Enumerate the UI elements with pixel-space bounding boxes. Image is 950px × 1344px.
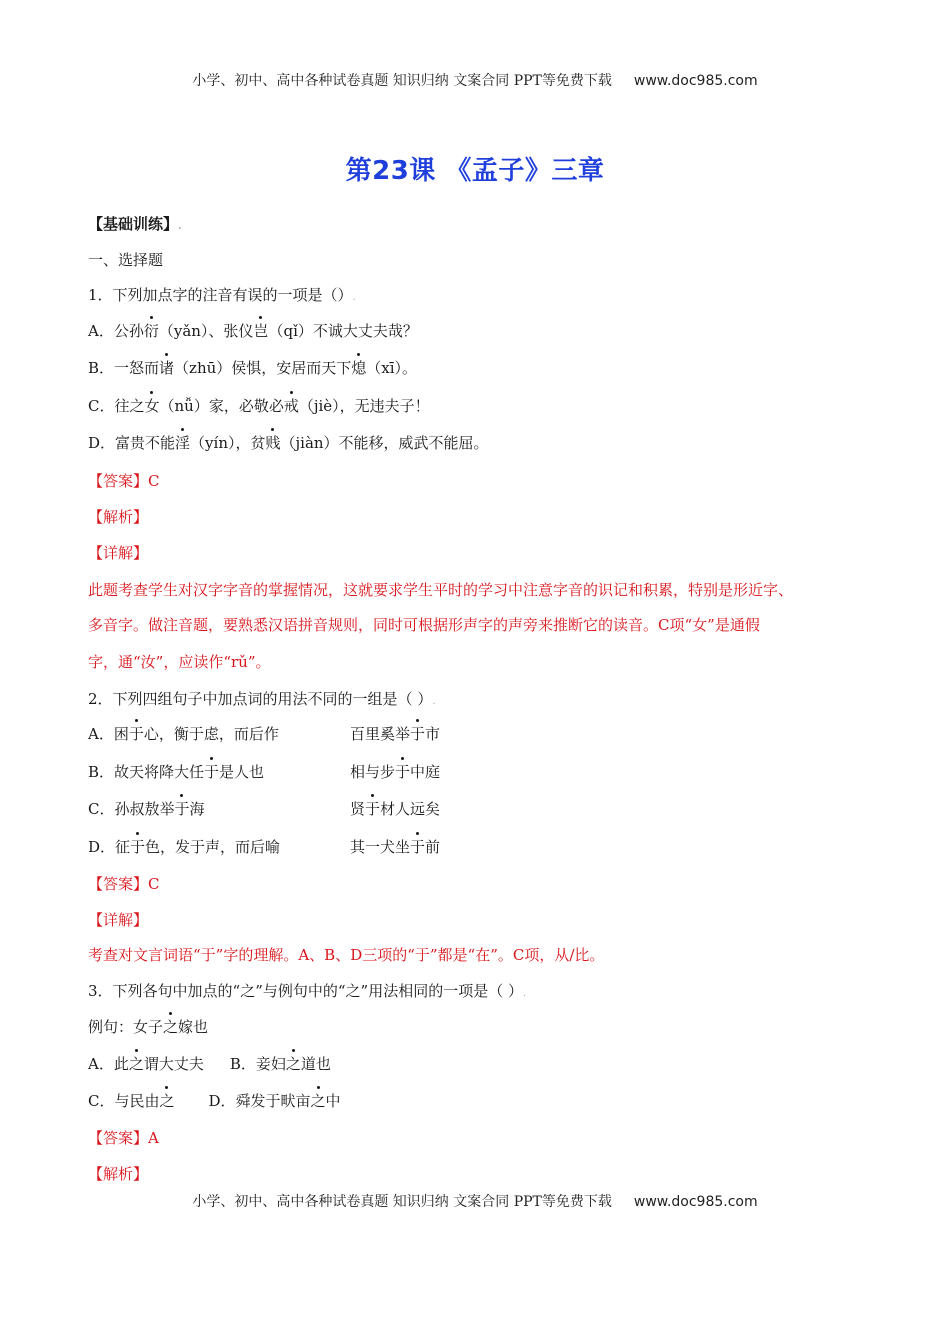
option-text: A．公孙 — [88, 322, 144, 340]
q3-example — [88, 1017, 208, 1037]
q2-answer: 【答案】C — [88, 875, 160, 893]
dotted-char: 于 — [410, 725, 426, 743]
q1-stem-text: 1．下列加点字的注音有误的一项是（） — [88, 286, 353, 304]
q1-option-b — [88, 358, 417, 378]
option-text: 是人也 — [219, 763, 265, 781]
q3-options-cd — [88, 1091, 341, 1111]
option-text: （yín），贫 — [190, 434, 266, 452]
dotted-char: 于 — [365, 800, 381, 818]
q2-option-d-right — [350, 837, 440, 857]
q2-stem: 2．下列四组句子中加点词的用法不同的一组是（ ）. — [88, 690, 436, 708]
page-header — [0, 70, 950, 90]
dotted-char: 岂 — [253, 322, 269, 340]
dotted-char: 女 — [144, 397, 160, 415]
option-text: （nǚ）家，必敬必 — [159, 397, 284, 415]
dotted-char: 于 — [174, 800, 190, 818]
q2-option-d — [88, 837, 468, 857]
option-text: D．舜发于畎亩 — [208, 1092, 311, 1110]
q3-stem-text: 3．下列各句中加点的“之”与例句中的“之”用法相同的一项是（ ） — [88, 982, 523, 1000]
dotted-char: 戒 — [283, 397, 299, 415]
option-text: （xī）。 — [366, 359, 418, 377]
example-text: 例句：女子 — [88, 1018, 164, 1036]
dotted-char: 之 — [310, 1092, 326, 1110]
option-text: 其一犬坐 — [350, 838, 411, 856]
option-text: 道也 — [300, 1055, 331, 1073]
option-text: D．征 — [88, 838, 131, 856]
option-text: （yǎn）、张仪 — [158, 322, 254, 340]
dotted-char: 之 — [159, 1092, 175, 1110]
part-heading — [88, 250, 163, 270]
option-text: （jiàn）不能移，威武不能屈。 — [280, 434, 489, 452]
option-text: 前 — [425, 838, 441, 856]
q1-analysis: 【解析】 — [88, 508, 149, 526]
q1-explanation-line2: 多音字。做注音题，要熟悉汉语拼音规则，同时可根据形声字的声旁来推断它的读音。C项“女”是通假 — [88, 616, 760, 634]
q3-options-ab — [88, 1054, 331, 1074]
option-text: 中庭 — [410, 763, 441, 781]
dotted-char: 于 — [130, 838, 146, 856]
dotted-char: 淫 — [175, 434, 191, 452]
q2-option-a-right — [350, 724, 440, 744]
dotted-char: 之 — [128, 1055, 144, 1073]
q1-explanation-line3: 字，通“汝”，应读作“rǔ”。 — [88, 653, 271, 671]
q3-stem: 3．下列各句中加点的“之”与例句中的“之”用法相同的一项是（ ）. — [88, 982, 527, 1000]
option-text: 贤 — [350, 800, 366, 818]
dotted-char: 于 — [128, 725, 144, 743]
q1-answer: 【答案】C — [88, 472, 160, 490]
q2-stem-text: 2．下列四组句子中加点词的用法不同的一组是（ ） — [88, 690, 433, 708]
q3-analysis: 【解析】 — [88, 1165, 149, 1183]
option-text: 材人远矣 — [380, 800, 441, 818]
option-text: C．往之 — [88, 397, 145, 415]
dotted-char: 衍 — [143, 322, 159, 340]
dotted-char: 贱 — [265, 434, 281, 452]
footer-url[interactable]: www.doc985.com — [633, 1194, 758, 1210]
option-text: C．孙叔敖举 — [88, 800, 175, 818]
option-text: 心，衡于虑，而后作 — [143, 725, 279, 743]
option-text: （qǐ）不诚大丈夫哉？ — [268, 322, 418, 340]
option-text: B．故天将降大任 — [88, 763, 205, 781]
dotted-char: 于 — [204, 763, 220, 781]
header-text: 小学、初中、高中各种试卷真题 知识归纳 文案合同 PPT等免费下载 — [192, 73, 612, 89]
option-text: （zhū）侯惧，安居而天下 — [174, 359, 352, 377]
option-text: （jiè），无违夫子！ — [298, 397, 430, 415]
q2-option-c — [88, 799, 468, 819]
dotted-char: 于 — [410, 838, 426, 856]
part-label: 一、选择题 — [88, 251, 164, 269]
q2-option-b-right — [350, 762, 440, 782]
q2-option-a — [88, 724, 468, 744]
q2-option-b — [88, 762, 468, 782]
q3-answer: 【答案】A — [88, 1129, 159, 1147]
example-text: 嫁也 — [178, 1018, 209, 1036]
option-text: B．一怒而 — [88, 359, 160, 377]
dotted-char: 之 — [163, 1018, 179, 1036]
option-text: 百里奚举 — [350, 725, 411, 743]
option-text: D．富贵不能 — [88, 434, 176, 452]
q1-stem: 1．下列加点字的注音有误的一项是（）. — [88, 286, 356, 304]
option-text: B．妾妇 — [229, 1055, 286, 1073]
q2-option-c-right — [350, 799, 440, 819]
q2-detail: 【详解】 — [88, 911, 149, 929]
header-url[interactable]: www.doc985.com — [633, 73, 758, 89]
option-text: A．此 — [88, 1055, 129, 1073]
option-text: 色，发于声，而后喻 — [145, 838, 281, 856]
option-text: 中 — [325, 1092, 341, 1110]
dotted-char: 诸 — [159, 359, 175, 377]
q1-explanation-line1: 此题考查学生对汉字字音的掌握情况，这就要求学生平时的学习中注意字音的识记和积累，特别是形近字、 — [88, 581, 794, 599]
option-text: C．与民由 — [88, 1092, 160, 1110]
q2-explanation: 考查对文言词语“于”字的理解。A、B、D三项的“于”都是“在”。C项，从/比。 — [88, 946, 605, 964]
page-footer — [0, 1191, 950, 1211]
dotted-char: 熄 — [351, 359, 367, 377]
option-text: A．困 — [88, 725, 129, 743]
option-text: 海 — [189, 800, 205, 818]
section-label: 【基础训练】 — [88, 215, 179, 233]
option-text: 市 — [425, 725, 441, 743]
q1-detail: 【详解】 — [88, 544, 149, 562]
dotted-char: 于 — [395, 763, 411, 781]
q1-option-d — [88, 433, 489, 453]
q1-option-a — [88, 321, 418, 341]
option-text: 相与步 — [350, 763, 396, 781]
section-heading: 【基础训练】. — [88, 215, 182, 233]
option-text: 谓大丈夫 — [143, 1055, 204, 1073]
q1-option-c — [88, 396, 430, 416]
dotted-char: 之 — [285, 1055, 301, 1073]
lesson-title: 第23课 《孟子》三章 — [345, 156, 605, 186]
footer-text: 小学、初中、高中各种试卷真题 知识归纳 文案合同 PPT等免费下载 — [192, 1194, 612, 1210]
